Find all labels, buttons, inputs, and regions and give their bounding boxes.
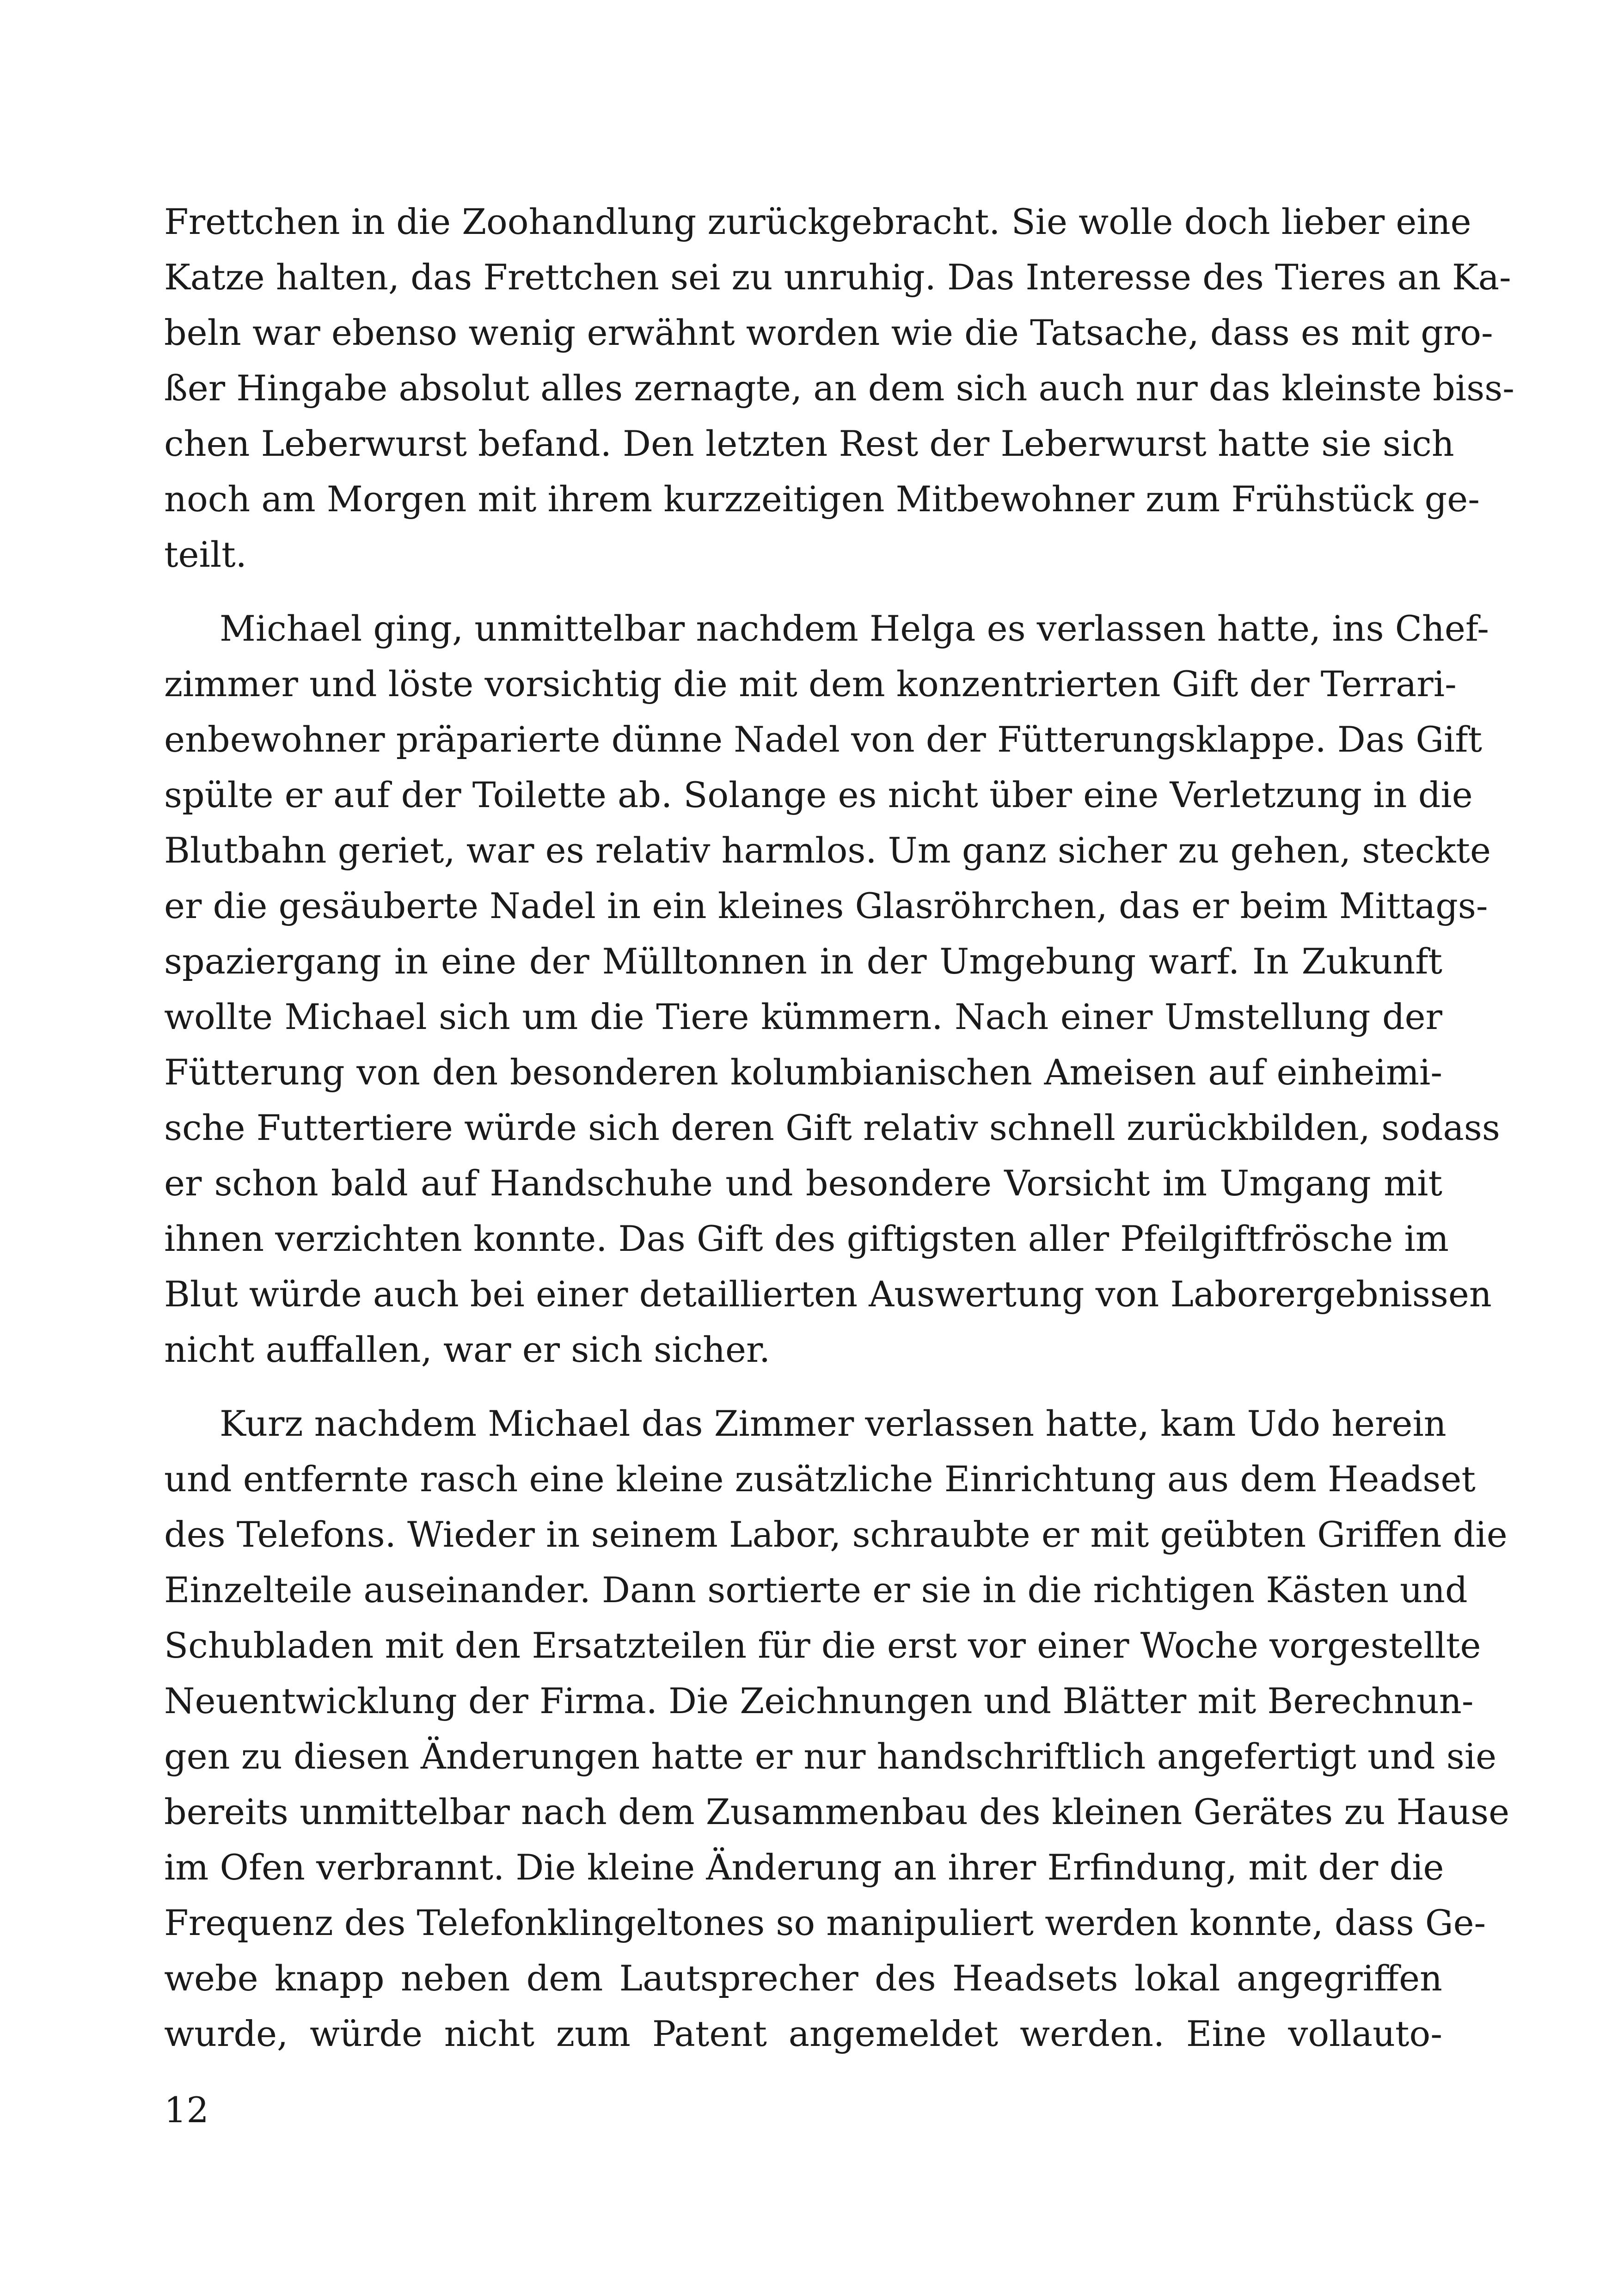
text-line: Blutbahn geriet, war es relativ harmlos. Um ganz sicher zu gehen, steckte — [164, 830, 1491, 871]
paragraph-2 — [164, 601, 1500, 1378]
text-line: Einzelteile auseinander. Dann sortierte er sie in die richtigen Kästen und — [164, 1569, 1468, 1610]
text-line: Fütterung von den besonderen kolumbianischen Ameisen auf einheimi- — [164, 1052, 1442, 1093]
text-line: im Ofen verbrannt. Die kleine Änderung an ihrer Erfindung, mit der die — [164, 1847, 1444, 1888]
text-line: nicht auffallen, war er sich sicher. — [164, 1329, 771, 1370]
text-line: Neuentwicklung der Firma. Die Zeichnungen und Blätter mit Berechnun- — [164, 1680, 1474, 1721]
paragraph-spacer — [164, 582, 1442, 601]
text-line: enbewohner präparierte dünne Nadel von der Fütterungsklappe. Das Gift — [164, 719, 1483, 760]
text-line: gen zu diesen Änderungen hatte er nur handschriftlich angefertigt und sie — [164, 1736, 1497, 1777]
text-line: webe knapp neben dem Lautsprecher des Headsets lokal angegriffen — [164, 1958, 1442, 1999]
text-line: wollte Michael sich um die Tiere kümmern. Nach einer Umstellung der — [164, 996, 1442, 1037]
text-line: ßer Hingabe absolut alles zernagte, an dem sich auch nur das kleinste biss- — [164, 367, 1514, 409]
text-line: und entfernte rasch eine kleine zusätzliche Einrichtung aus dem Headset — [164, 1458, 1476, 1500]
text-line: bereits unmittelbar nach dem Zusammenbau des kleinen Gerätes zu Hause — [164, 1791, 1510, 1832]
text-line: Kurz nachdem Michael das Zimmer verlassen hatte, kam Udo herein — [220, 1403, 1446, 1444]
paragraph-spacer — [164, 1378, 1442, 1396]
text-line: er schon bald auf Handschuhe und besondere Vorsicht im Umgang mit — [164, 1163, 1442, 1204]
text-line: spaziergang in eine der Mülltonnen in der Umgebung warf. In Zukunft — [164, 941, 1442, 982]
text-line: des Telefons. Wieder in seinem Labor, schraubte er mit geübten Griffen die — [164, 1514, 1508, 1555]
text-line: er die gesäuberte Nadel in ein kleines Glasröhrchen, das er beim Mittags- — [164, 885, 1488, 926]
text-line: Katze halten, das Frettchen sei zu unruhig. Das Interesse des Tieres an Ka- — [164, 257, 1511, 298]
text-line: Schubladen mit den Ersatzteilen für die erst vor einer Woche vorgestellte — [164, 1625, 1481, 1666]
text-line: Blut würde auch bei einer detaillierten Auswertung von Laborergebnissen — [164, 1274, 1492, 1315]
body-text — [164, 194, 1514, 2062]
text-line: chen Leberwurst befand. Den letzten Rest der Leberwurst hatte sie sich — [164, 423, 1454, 464]
page-number: 12 — [164, 2089, 209, 2131]
text-line: Michael ging, unmittelbar nachdem Helga es verlassen hatte, ins Chef- — [220, 608, 1489, 649]
text-line: beln war ebenso wenig erwähnt worden wie die Tatsache, dass es mit gro- — [164, 312, 1493, 353]
text-line: noch am Morgen mit ihrem kurzzeitigen Mitbewohner zum Frühstück ge- — [164, 478, 1480, 520]
text-line: Frettchen in die Zoohandlung zurückgebracht. Sie wolle doch lieber eine — [164, 201, 1471, 242]
text-line: zimmer und löste vorsichtig die mit dem konzentrierten Gift der Terrari- — [164, 663, 1457, 704]
text-line: sche Futtertiere würde sich deren Gift relativ schnell zurückbilden, sodass — [164, 1107, 1500, 1148]
paragraph-3 — [164, 1396, 1510, 2062]
text-line: teilt. — [164, 534, 247, 575]
text-line: spülte er auf der Toilette ab. Solange es nicht über eine Verletzung in die — [164, 774, 1473, 815]
paragraph-1 — [164, 194, 1514, 582]
text-line: wurde, würde nicht zum Patent angemeldet werden. Eine vollauto- — [164, 2013, 1442, 2054]
text-line: Frequenz des Telefonklingeltones so manipuliert werden konnte, dass Ge- — [164, 1902, 1486, 1943]
text-line: ihnen verzichten konnte. Das Gift des giftigsten aller Pfeilgiftfrösche im — [164, 1218, 1449, 1259]
